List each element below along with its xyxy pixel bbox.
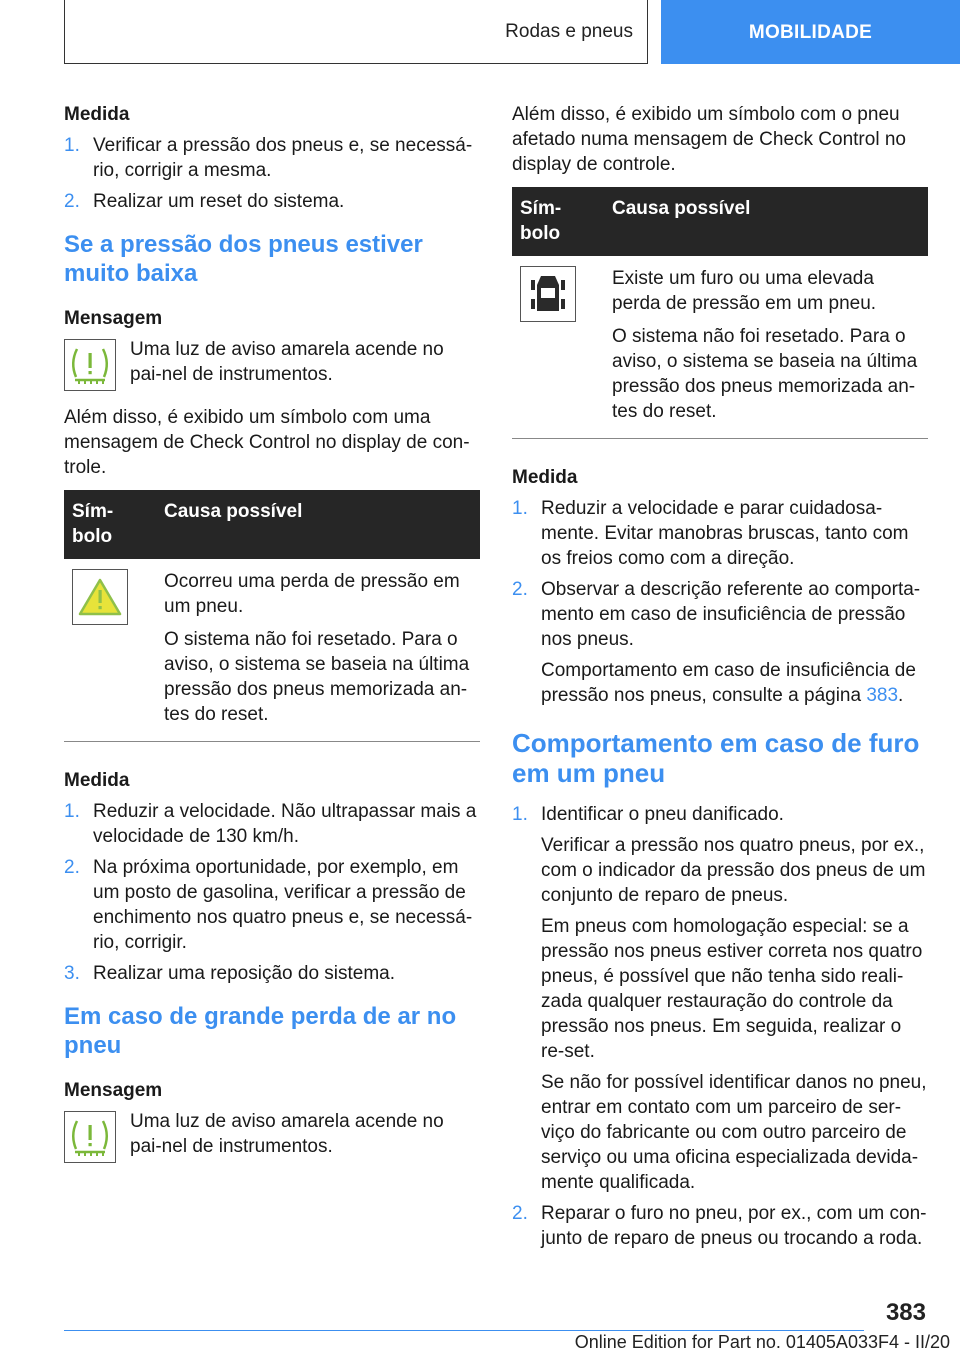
mensagem-label: Mensagem xyxy=(64,308,163,329)
page-link[interactable]: 383 xyxy=(866,685,899,706)
step-subtext: Verificar a pressão nos quatro pneus, por ex., com o indicador da pressão dos pneus de um conjunto de reparo de pneus. xyxy=(541,835,926,906)
step-subtext: Se não for possível identificar danos no pneu, entrar em contato com um parceiro de ser-viço do fabricante ou com outro parceiro de serviço ou uma oficina especializada devida-mente qualificada. xyxy=(541,1072,927,1193)
col-cause: Causa possível xyxy=(156,490,480,559)
step-text: Observar a descrição referente ao comporta-mento em caso de insuficiência de pressão nos pneus. xyxy=(541,579,921,650)
table-header-row xyxy=(512,187,928,256)
mensagem-label: Mensagem xyxy=(64,1080,163,1101)
table-row xyxy=(64,559,480,742)
step-text: Na próxima oportunidade, por exemplo, em um posto de gasolina, verificar a pressão de enchimento nos quatro pneus e, se necessá-rio, corrigir. xyxy=(93,857,473,953)
intro-paragraph: Além disso, é exibido um símbolo com uma mensagem de Check Control no display de con-trole. xyxy=(64,407,470,478)
step-number: 3. xyxy=(64,963,80,984)
step-text: Identificar o pneu danificado. xyxy=(541,804,784,825)
list-item xyxy=(64,189,480,214)
step-text: Reparar o furo no pneu, por ex., com um con-junto de reparo de pneus ou trocando a roda. xyxy=(541,1203,927,1249)
step-text: Realizar uma reposição do sistema. xyxy=(93,963,396,984)
subtext-prefix: Comportamento em caso de insuficiência de pressão nos pneus, consulte a página xyxy=(541,660,916,706)
col-symbol: Sím-bolo xyxy=(64,490,156,559)
step-number: 1. xyxy=(64,135,80,156)
medida-steps xyxy=(64,133,480,214)
message-text: Uma luz de aviso amarela acende no pai-nel de instrumentos. xyxy=(130,1111,444,1157)
col-cause: Causa possível xyxy=(604,187,928,256)
message-text: Uma luz de aviso amarela acende no pai-nel de instrumentos. xyxy=(130,339,444,385)
list-item xyxy=(512,1201,928,1251)
section-heading-big-loss: Em caso de grande perda de ar no pneu xyxy=(64,1003,457,1059)
step-number: 1. xyxy=(512,498,528,519)
header-section-title: Rodas e pneus xyxy=(505,21,633,42)
step-number: 1. xyxy=(512,804,528,825)
step-number: 1. xyxy=(64,801,80,822)
symbol-table xyxy=(64,490,480,742)
section-heading-low-pressure: Se a pressão dos pneus estiver muito baixa xyxy=(64,231,423,287)
tire-pressure-warning-icon xyxy=(64,1111,116,1163)
car-tire-top-view-icon xyxy=(520,266,576,322)
symbol-table xyxy=(512,187,928,439)
table-header-row xyxy=(64,490,480,559)
step-number: 2. xyxy=(512,1203,528,1224)
step-text: Realizar um reset do sistema. xyxy=(93,191,345,212)
left-column xyxy=(64,102,480,1177)
list-item xyxy=(64,855,480,955)
step-text: Reduzir a velocidade. Não ultrapassar mais a velocidade de 130 km/h. xyxy=(93,801,477,847)
step-subtext xyxy=(541,658,928,708)
section-heading-puncture: Comportamento em caso de furo em um pneu xyxy=(512,728,920,788)
list-item xyxy=(64,961,480,986)
header-chapter-tab[interactable]: MOBILIDADE xyxy=(661,0,960,64)
step-text: Reduzir a velocidade e parar cuidadosa-mente. Evitar manobras bruscas, tanto com os freios como com a direção. xyxy=(541,498,909,569)
list-item xyxy=(512,802,928,1195)
step-text: Verificar a pressão dos pneus e, se necessá-rio, corrigir a mesma. xyxy=(93,135,473,181)
tire-pressure-warning-icon xyxy=(64,339,116,391)
right-column xyxy=(512,102,928,1261)
step-subtext: Em pneus com homologação especial: se a pressão nos pneus estiver correta nos quatro pneus, é possível que não tenha sido reali-zada qualquer restauração do controle da pressão nos pneus. Em seguida, realizar o re-set. xyxy=(541,916,923,1062)
table-row xyxy=(512,256,928,439)
message-row xyxy=(64,1109,480,1163)
cause-text: O sistema não foi resetado. Para o aviso, o sistema se baseia na última pressão dos pneus memorizada an-tes do reset. xyxy=(612,326,918,422)
message-row xyxy=(64,337,480,391)
step-number: 2. xyxy=(512,579,528,600)
list-item xyxy=(64,133,480,183)
header-section-box xyxy=(64,0,648,64)
subtext-suffix: . xyxy=(898,685,904,706)
cause-text: O sistema não foi resetado. Para o aviso, o sistema se baseia na última pressão dos pneus memorizada an-tes do reset. xyxy=(164,629,470,725)
step-number: 2. xyxy=(64,191,80,212)
medida-label: Medida xyxy=(64,770,130,791)
puncture-steps xyxy=(512,802,928,1251)
intro-paragraph: Além disso, é exibido um símbolo com o pneu afetado numa mensagem de Check Control no display de controle. xyxy=(512,104,906,175)
warning-triangle-icon xyxy=(72,569,128,625)
medida-label: Medida xyxy=(64,104,130,125)
medida-steps xyxy=(512,496,928,708)
cause-text: Existe um furo ou uma elevada perda de pressão em um pneu. xyxy=(612,268,877,314)
col-symbol: Sím-bolo xyxy=(512,187,604,256)
footer-edition: Online Edition for Part no. 01405A033F4 - II/20 xyxy=(574,1332,950,1352)
medida-steps xyxy=(64,799,480,986)
step-number: 2. xyxy=(64,857,80,878)
list-item xyxy=(512,496,928,571)
page-number: 383 xyxy=(885,1299,926,1326)
cause-text: Ocorreu uma perda de pressão em um pneu. xyxy=(164,571,460,617)
list-item xyxy=(512,577,928,708)
list-item xyxy=(64,799,480,849)
medida-label: Medida xyxy=(512,467,578,488)
